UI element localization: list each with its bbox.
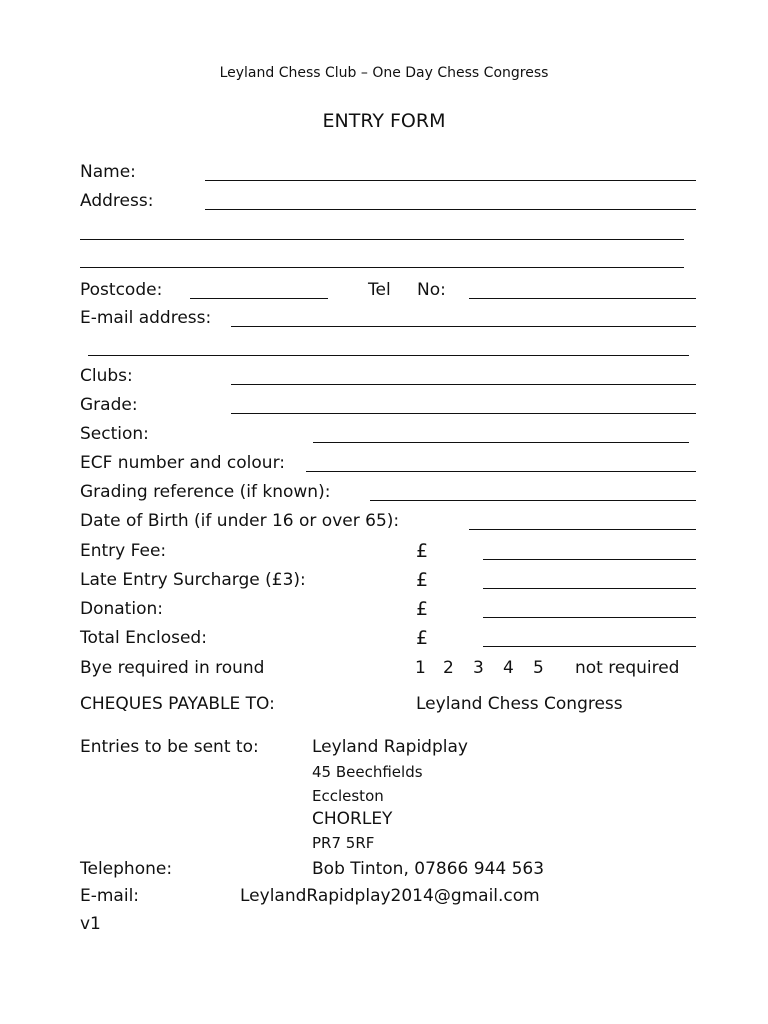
tel-label: Tel — [368, 280, 391, 300]
telephone-label: Telephone: — [80, 859, 173, 879]
address-line-2 — [80, 239, 684, 240]
dob-line — [469, 529, 696, 530]
tel-line — [469, 298, 696, 299]
bye-round-1: 1 — [415, 658, 426, 678]
total-label: Total Enclosed: — [80, 628, 207, 648]
total-line — [483, 646, 696, 647]
donation-currency: £ — [416, 598, 429, 620]
donation-label: Donation: — [80, 599, 163, 619]
email-contact-value: LeylandRapidplay2014@gmail.com — [240, 886, 540, 906]
cheques-label: CHEQUES PAYABLE TO: — [80, 694, 275, 714]
entries-address-line-4: CHORLEY — [312, 809, 393, 829]
late-entry-label: Late Entry Surcharge (£3): — [80, 570, 306, 590]
ecf-line — [306, 471, 696, 472]
cheques-payee: Leyland Chess Congress — [416, 694, 623, 714]
postcode-label: Postcode: — [80, 280, 163, 300]
address-line-1 — [205, 209, 696, 210]
entries-address-line-1: Leyland Rapidplay — [312, 737, 468, 757]
name-label: Name: — [80, 162, 136, 182]
dob-label: Date of Birth (if under 16 or over 65): — [80, 511, 400, 531]
late-entry-line — [483, 588, 696, 589]
entries-label: Entries to be sent to: — [80, 737, 259, 757]
bye-round-5: 5 — [533, 658, 544, 678]
entry-fee-line — [483, 559, 696, 560]
bye-label: Bye required in round — [80, 658, 265, 678]
entry-fee-currency: £ — [416, 540, 429, 562]
ecf-label: ECF number and colour: — [80, 453, 285, 473]
bye-round-4: 4 — [503, 658, 514, 678]
clubs-label: Clubs: — [80, 366, 133, 386]
grading-reference-line — [370, 500, 696, 501]
form-subtitle: Leyland Chess Club – One Day Chess Congress — [219, 65, 549, 81]
email-line-2 — [88, 355, 689, 356]
telephone-value: Bob Tinton, 07866 944 563 — [312, 859, 545, 879]
entry-fee-label: Entry Fee: — [80, 541, 167, 561]
bye-round-3: 3 — [473, 658, 484, 678]
entries-address-line-5: PR7 5RF — [312, 834, 375, 852]
donation-line — [483, 617, 696, 618]
name-line — [205, 180, 696, 181]
tel-no-label: No: — [417, 280, 446, 300]
late-entry-currency: £ — [416, 569, 429, 591]
grading-reference-label: Grading reference (if known): — [80, 482, 331, 502]
bye-not-required: not required — [575, 658, 680, 678]
section-label: Section: — [80, 424, 149, 444]
total-currency: £ — [416, 627, 429, 649]
email-line-1 — [231, 326, 696, 327]
grade-line — [231, 413, 696, 414]
address-line-3 — [80, 267, 684, 268]
grade-label: Grade: — [80, 395, 138, 415]
email-label: E-mail address: — [80, 308, 212, 328]
entries-address-line-2: 45 Beechfields — [312, 763, 423, 781]
clubs-line — [231, 384, 696, 385]
form-title: ENTRY FORM — [322, 110, 446, 132]
section-line — [313, 442, 689, 443]
email-contact-label: E-mail: — [80, 886, 140, 906]
version-label: v1 — [80, 914, 101, 934]
bye-round-2: 2 — [443, 658, 454, 678]
entries-address-line-3: Eccleston — [312, 787, 384, 805]
postcode-line — [190, 298, 328, 299]
address-label: Address: — [80, 191, 154, 211]
